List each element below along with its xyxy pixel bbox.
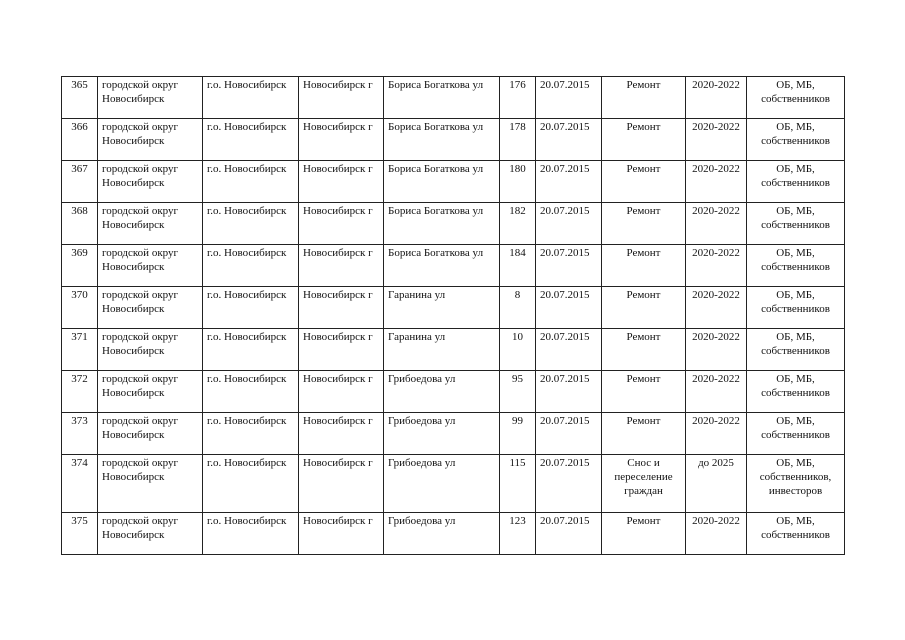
date-cell: 20.07.2015 xyxy=(536,413,602,455)
row-number: 375 xyxy=(62,513,98,555)
city-cell: Новосибирск г xyxy=(299,455,384,513)
table-row xyxy=(62,203,845,245)
period-cell: 2020-2022 xyxy=(686,245,747,287)
row-number: 365 xyxy=(62,77,98,119)
city-cell: Новосибирск г xyxy=(299,119,384,161)
house-cell: 99 xyxy=(500,413,536,455)
house-cell: 180 xyxy=(500,161,536,203)
date-cell: 20.07.2015 xyxy=(536,455,602,513)
city-cell: Новосибирск г xyxy=(299,245,384,287)
funding-cell: ОБ, МБ, собственников xyxy=(747,203,845,245)
go-cell: г.о. Новосибирск xyxy=(203,413,299,455)
district-cell: городской округ Новосибирск xyxy=(98,287,203,329)
row-number: 367 xyxy=(62,161,98,203)
action-cell: Ремонт xyxy=(602,287,686,329)
date-cell: 20.07.2015 xyxy=(536,287,602,329)
go-cell: г.о. Новосибирск xyxy=(203,455,299,513)
period-cell: 2020-2022 xyxy=(686,119,747,161)
district-cell: городской округ Новосибирск xyxy=(98,513,203,555)
table-row xyxy=(62,413,845,455)
go-cell: г.о. Новосибирск xyxy=(203,77,299,119)
row-number: 372 xyxy=(62,371,98,413)
go-cell: г.о. Новосибирск xyxy=(203,287,299,329)
date-cell: 20.07.2015 xyxy=(536,513,602,555)
street-cell: Гаранина ул xyxy=(384,287,500,329)
date-cell: 20.07.2015 xyxy=(536,329,602,371)
go-cell: г.о. Новосибирск xyxy=(203,329,299,371)
district-cell: городской округ Новосибирск xyxy=(98,329,203,371)
date-cell: 20.07.2015 xyxy=(536,245,602,287)
period-cell: 2020-2022 xyxy=(686,203,747,245)
funding-cell: ОБ, МБ, собственников xyxy=(747,161,845,203)
house-cell: 184 xyxy=(500,245,536,287)
go-cell: г.о. Новосибирск xyxy=(203,245,299,287)
house-cell: 176 xyxy=(500,77,536,119)
district-cell: городской округ Новосибирск xyxy=(98,371,203,413)
action-cell: Ремонт xyxy=(602,329,686,371)
house-cell: 178 xyxy=(500,119,536,161)
row-number: 366 xyxy=(62,119,98,161)
action-cell: Ремонт xyxy=(602,161,686,203)
funding-cell: ОБ, МБ, собственников xyxy=(747,371,845,413)
period-cell: до 2025 xyxy=(686,455,747,513)
street-cell: Гаранина ул xyxy=(384,329,500,371)
city-cell: Новосибирск г xyxy=(299,287,384,329)
funding-cell: ОБ, МБ, собственников xyxy=(747,77,845,119)
table-row xyxy=(62,77,845,119)
row-number: 368 xyxy=(62,203,98,245)
house-cell: 123 xyxy=(500,513,536,555)
street-cell: Грибоедова ул xyxy=(384,513,500,555)
district-cell: городской округ Новосибирск xyxy=(98,119,203,161)
row-number: 374 xyxy=(62,455,98,513)
action-cell: Ремонт xyxy=(602,413,686,455)
house-cell: 10 xyxy=(500,329,536,371)
action-cell: Ремонт xyxy=(602,513,686,555)
house-cell: 8 xyxy=(500,287,536,329)
district-cell: городской округ Новосибирск xyxy=(98,77,203,119)
funding-cell: ОБ, МБ, собственников, инвесторов xyxy=(747,455,845,513)
row-number: 369 xyxy=(62,245,98,287)
go-cell: г.о. Новосибирск xyxy=(203,203,299,245)
city-cell: Новосибирск г xyxy=(299,161,384,203)
house-cell: 115 xyxy=(500,455,536,513)
street-cell: Грибоедова ул xyxy=(384,413,500,455)
go-cell: г.о. Новосибирск xyxy=(203,119,299,161)
table-row xyxy=(62,245,845,287)
date-cell: 20.07.2015 xyxy=(536,371,602,413)
table-row xyxy=(62,455,845,513)
action-cell: Ремонт xyxy=(602,77,686,119)
funding-cell: ОБ, МБ, собственников xyxy=(747,513,845,555)
district-cell: городской округ Новосибирск xyxy=(98,413,203,455)
period-cell: 2020-2022 xyxy=(686,287,747,329)
date-cell: 20.07.2015 xyxy=(536,203,602,245)
funding-cell: ОБ, МБ, собственников xyxy=(747,413,845,455)
city-cell: Новосибирск г xyxy=(299,413,384,455)
table-row xyxy=(62,161,845,203)
period-cell: 2020-2022 xyxy=(686,77,747,119)
period-cell: 2020-2022 xyxy=(686,329,747,371)
funding-cell: ОБ, МБ, собственников xyxy=(747,329,845,371)
row-number: 373 xyxy=(62,413,98,455)
district-cell: городской округ Новосибирск xyxy=(98,245,203,287)
table-row xyxy=(62,119,845,161)
funding-cell: ОБ, МБ, собственников xyxy=(747,245,845,287)
action-cell: Ремонт xyxy=(602,119,686,161)
street-cell: Бориса Богаткова ул xyxy=(384,77,500,119)
date-cell: 20.07.2015 xyxy=(536,161,602,203)
row-number: 371 xyxy=(62,329,98,371)
table-row xyxy=(62,513,845,555)
go-cell: г.о. Новосибирск xyxy=(203,161,299,203)
city-cell: Новосибирск г xyxy=(299,203,384,245)
action-cell: Ремонт xyxy=(602,203,686,245)
district-cell: городской округ Новосибирск xyxy=(98,203,203,245)
street-cell: Грибоедова ул xyxy=(384,371,500,413)
city-cell: Новосибирск г xyxy=(299,329,384,371)
housing-table xyxy=(61,76,845,555)
district-cell: городской округ Новосибирск xyxy=(98,455,203,513)
action-cell: Ремонт xyxy=(602,245,686,287)
table-row xyxy=(62,287,845,329)
go-cell: г.о. Новосибирск xyxy=(203,371,299,413)
house-cell: 182 xyxy=(500,203,536,245)
period-cell: 2020-2022 xyxy=(686,371,747,413)
funding-cell: ОБ, МБ, собственников xyxy=(747,287,845,329)
period-cell: 2020-2022 xyxy=(686,161,747,203)
city-cell: Новосибирск г xyxy=(299,371,384,413)
street-cell: Бориса Богаткова ул xyxy=(384,203,500,245)
table-row xyxy=(62,371,845,413)
city-cell: Новосибирск г xyxy=(299,513,384,555)
table-row xyxy=(62,329,845,371)
street-cell: Бориса Богаткова ул xyxy=(384,119,500,161)
row-number: 370 xyxy=(62,287,98,329)
date-cell: 20.07.2015 xyxy=(536,119,602,161)
funding-cell: ОБ, МБ, собственников xyxy=(747,119,845,161)
go-cell: г.о. Новосибирск xyxy=(203,513,299,555)
street-cell: Бориса Богаткова ул xyxy=(384,161,500,203)
period-cell: 2020-2022 xyxy=(686,413,747,455)
action-cell: Снос и переселение граждан xyxy=(602,455,686,513)
district-cell: городской округ Новосибирск xyxy=(98,161,203,203)
action-cell: Ремонт xyxy=(602,371,686,413)
house-cell: 95 xyxy=(500,371,536,413)
street-cell: Грибоедова ул xyxy=(384,455,500,513)
date-cell: 20.07.2015 xyxy=(536,77,602,119)
street-cell: Бориса Богаткова ул xyxy=(384,245,500,287)
city-cell: Новосибирск г xyxy=(299,77,384,119)
period-cell: 2020-2022 xyxy=(686,513,747,555)
